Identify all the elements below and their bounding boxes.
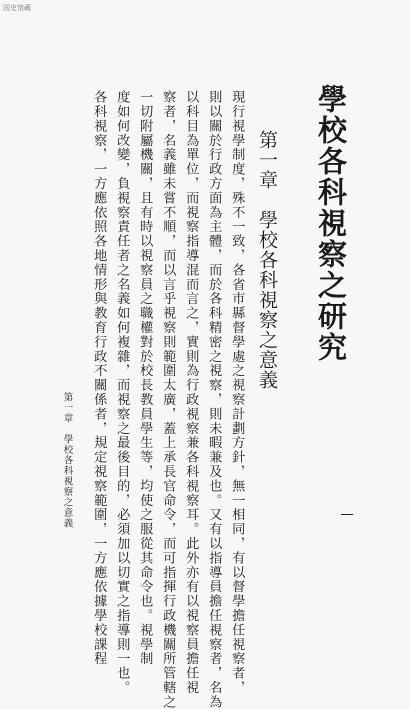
body-column: 察者，名義雖未嘗不順，而以言乎視察則範圍太廣，蓋上承長官命令，而可指揮行政機關所管轄之 (160, 90, 176, 709)
body-column: 度如何改變，負視察責任者之名義如何複雜，而視察之最後目的，必須加以切實之指導則一也。 (114, 90, 130, 695)
body-column: 各科視察，一方應依照各地情形與教育行政不關係者，規定視察範圍，一方應依據學校課程 (91, 90, 107, 666)
running-head: 第一章 學校各科視察之意義 (61, 392, 73, 529)
chapter-heading: 第一章 學校各科視察之意義 (256, 130, 278, 390)
body-column: 則以關於行政方面為主體，而於各科精密之視察，則未暇兼及也。又有以指導員擔任視察者，名為 (206, 90, 222, 709)
page-number (341, 514, 353, 515)
body-column: 以科目為單位，而視察指導混而言之，實則為行政視察兼各科視察耳。此外亦有以視察員擔任視 (183, 90, 199, 695)
body-column: 現行視學制度，殊不一致，各省市縣督學處之視察計劃方針，無一相同，有以督學擔任視察者， (229, 90, 245, 695)
body-column: 一切附屬機關，且有時以視察員之職權對於校長教員學生等，均使之服從其命令也。視學制 (137, 90, 153, 666)
page-title: 學校各科視察之研究 (314, 84, 348, 363)
library-stamp: 国史馆藏 (3, 4, 31, 12)
